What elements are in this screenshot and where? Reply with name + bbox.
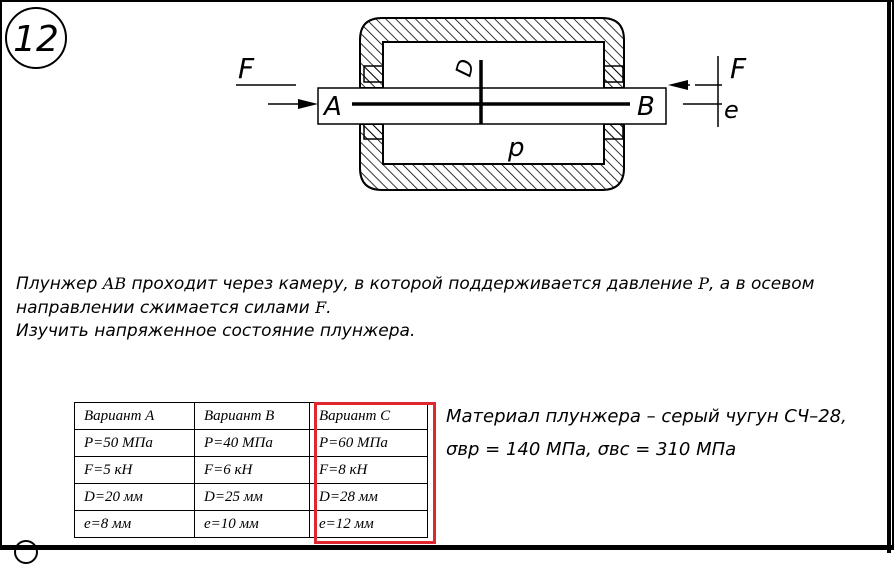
problem-number-text: 12 bbox=[13, 19, 59, 60]
seal-right-top bbox=[604, 66, 623, 82]
task-text: , а в осевом bbox=[708, 274, 815, 294]
material-note bbox=[446, 400, 847, 466]
label-A: A bbox=[324, 92, 342, 122]
task-text: направлении сжимается силами bbox=[16, 298, 316, 318]
task-statement bbox=[16, 272, 876, 343]
table-cell: D=25 мм bbox=[195, 484, 310, 511]
table-cell: D=20 мм bbox=[75, 484, 195, 511]
table-cell: e=10 мм bbox=[195, 511, 310, 538]
label-D: D bbox=[451, 56, 481, 80]
problem-number-badge bbox=[6, 8, 66, 68]
task-symbol-P: P bbox=[698, 274, 709, 293]
table-cell: e=8 мм bbox=[75, 511, 195, 538]
task-line-1 bbox=[16, 272, 876, 296]
header-variant-c: Вариант C bbox=[310, 403, 428, 430]
task-symbol-F: F bbox=[315, 298, 327, 317]
header-variant-b: Вариант B bbox=[195, 403, 310, 430]
plunger-rod bbox=[318, 88, 666, 124]
label-F-right: F bbox=[730, 52, 747, 85]
task-line-3: Изучить напряженное состояние плунжера. bbox=[16, 321, 416, 341]
task-text: Плунжер bbox=[16, 274, 103, 294]
label-B: B bbox=[637, 92, 655, 122]
variant-c-highlight bbox=[314, 402, 436, 544]
table-cell: D=28 мм bbox=[310, 484, 428, 511]
seal-right-bottom bbox=[604, 124, 623, 139]
task-symbol-AB: AB bbox=[102, 274, 127, 293]
label-e: e bbox=[724, 96, 739, 124]
table-cell: P=60 МПа bbox=[310, 430, 428, 457]
chamber-wall-bottom bbox=[360, 124, 624, 190]
task-line-2 bbox=[16, 296, 876, 320]
label-p: p bbox=[508, 133, 525, 163]
material-line-2: σвр = 140 МПа, σвс = 310 МПа bbox=[446, 439, 737, 460]
task-text: . bbox=[326, 298, 332, 318]
table-cell: F=8 кН bbox=[310, 457, 428, 484]
table-cell: P=40 МПа bbox=[195, 430, 310, 457]
next-problem-circle-fragment bbox=[14, 540, 38, 564]
table-cell: e=12 мм bbox=[310, 511, 428, 538]
table-cell: F=6 кН bbox=[195, 457, 310, 484]
table-cell: F=5 кН bbox=[75, 457, 195, 484]
task-text: проходит через камеру, в которой поддерживается давление bbox=[126, 274, 699, 294]
force-left bbox=[236, 52, 318, 109]
header-variant-a: Вариант A bbox=[75, 403, 195, 430]
seal-left-bottom bbox=[364, 124, 383, 139]
label-F-left: F bbox=[238, 52, 255, 85]
table-cell: P=50 МПа bbox=[75, 430, 195, 457]
chamber-wall-top bbox=[360, 18, 624, 88]
force-right bbox=[668, 52, 747, 127]
seal-left-top bbox=[364, 66, 383, 82]
material-line-1: Материал плунжера – серый чугун СЧ–28, bbox=[446, 406, 847, 427]
